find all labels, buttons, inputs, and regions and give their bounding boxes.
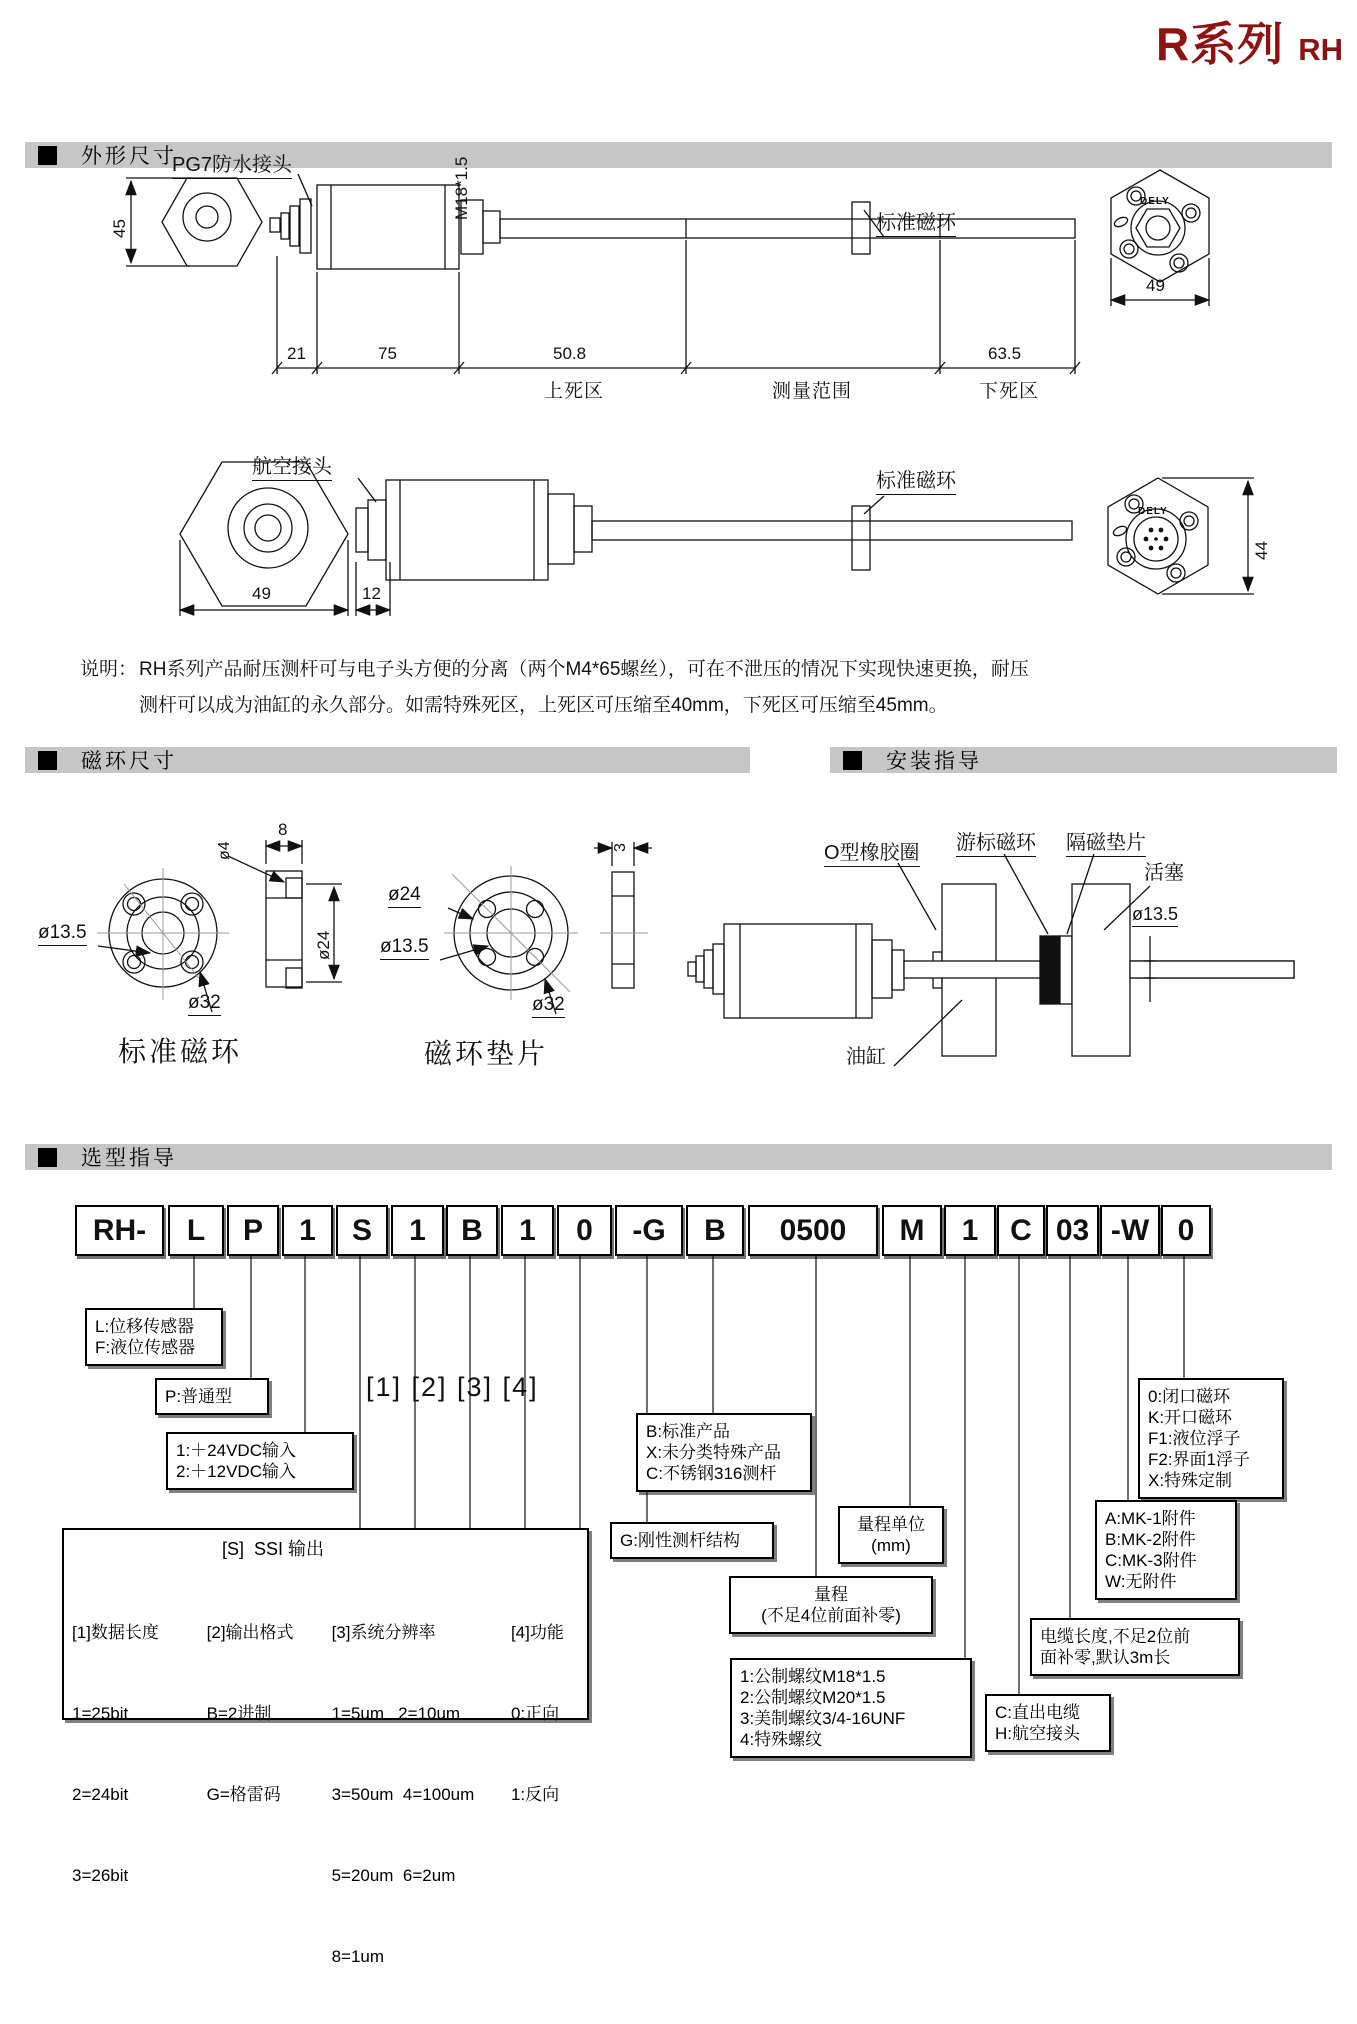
ssi-col-resolution: [3]系统分辨率 1=5um 2=10um 3=50um 4=100um 5=20um 6=2um 8=1um: [331, 1623, 475, 1966]
legend-ring-type-box: 0:闭口磁环 K:开口磁环 F1:液位浮子 F2:界面1浮子 X:特殊定制: [1138, 1378, 1284, 1499]
code-seg-data-length: 1: [391, 1205, 444, 1256]
code-seg-cable-outlet: C: [997, 1205, 1045, 1256]
code-seg-output: S: [336, 1205, 388, 1256]
code-seg-product-type: B: [686, 1205, 744, 1256]
dim-50-8: 50.8: [553, 344, 587, 363]
section-bullet-icon: [843, 751, 862, 770]
std-ring-outer-dia: ø32: [188, 992, 221, 1016]
code-seg-thread: 1: [944, 1205, 996, 1256]
std-ring-hole-dia: ø4: [216, 841, 233, 860]
oring-label: O型橡胶圈: [824, 836, 920, 867]
section-label: 外形尺寸: [81, 145, 177, 168]
brand-logo: DELY: [1138, 506, 1168, 517]
measure-range-label: 测量范围: [772, 381, 853, 402]
section-install-guide: [830, 747, 1337, 773]
section-label: 安装指导: [886, 750, 982, 773]
upper-dead-zone-label: 上死区: [544, 381, 605, 402]
code-seg-range: 0500: [748, 1205, 878, 1256]
legend-rigid-rod-box: G:刚性测杆结构: [610, 1522, 774, 1559]
page-title: [1156, 8, 1343, 74]
wafer-bore-dia: ø13.5: [380, 936, 429, 960]
wafer-hub-dia: ø24: [388, 884, 421, 908]
thread-spec-label: M18*1.5: [452, 156, 471, 220]
legend-power-box: 1:＋24VDC输入 2:＋12VDC输入: [166, 1432, 354, 1490]
legend-range-unit-box: 量程单位 (mm): [838, 1506, 944, 1564]
legend-thread-box: 1:公制螺纹M18*1.5 2:公制螺纹M20*1.5 3:美制螺纹3/4-16UNF 4:特殊螺纹: [730, 1658, 972, 1758]
note-line-1: RH系列产品耐压测杆可与电子头方便的分离（两个M4*65螺丝），可在不泄压的情况下实现快速更换，耐压: [139, 659, 1029, 680]
model-title: RH: [1298, 32, 1343, 67]
section-bullet-icon: [38, 751, 57, 770]
dim-44: 44: [1252, 541, 1271, 560]
legend-sensor-type-box: L:位移传感器 F:液位传感器: [85, 1308, 223, 1366]
standard-ring-label: 标准磁环: [876, 464, 956, 495]
section-ring-dimensions: [25, 747, 750, 773]
code-seg-output-format: B: [446, 1205, 498, 1256]
std-ring-width: 8: [278, 820, 288, 839]
ssi-col-output-format: [2]输出格式 B=2进制 G=格雷码: [206, 1623, 294, 1804]
lower-dead-zone-label: 下死区: [979, 381, 1040, 402]
ssi-col-function: [4]功能 0:正向 1:反向: [510, 1623, 564, 1804]
note-paragraph: [80, 652, 1029, 724]
code-seg-rod-structure: -G: [615, 1205, 683, 1256]
code-seg-prefix: RH-: [75, 1205, 164, 1256]
ssi-bracket-labels: [1] [2] [3] [4]: [366, 1372, 539, 1402]
rod-dia-label: ø13.5: [1132, 904, 1178, 927]
standard-ring-label: 标准磁环: [876, 206, 956, 237]
code-seg-attachment: -W: [1100, 1205, 1160, 1256]
code-seg-resolution: 1: [501, 1205, 554, 1256]
legend-cable-outlet-box: C:直出电缆 H:航空接头: [985, 1694, 1111, 1752]
aviation-plug-label: 航空接头: [252, 450, 332, 481]
code-seg-ring-type: 0: [1161, 1205, 1211, 1256]
legend-ssi-output-box: [62, 1528, 589, 1966]
drawing-installation: [688, 854, 1294, 1066]
ssi-title: [S] SSI 输出: [222, 1539, 325, 1559]
dim-21: 21: [287, 344, 306, 363]
wafer-caption: 磁环垫片: [424, 1038, 549, 1069]
cursor-ring-label: 游标磁环: [956, 826, 1036, 857]
legend-cable-length-box: 电缆长度,不足2位前 面补零,默认3m长: [1030, 1618, 1240, 1676]
code-seg-range-unit: M: [882, 1205, 942, 1256]
legend-model-class-box: P:普通型: [155, 1378, 269, 1415]
wafer-outer-dia: ø32: [532, 994, 565, 1018]
pg7-connector-label: PG7防水接头: [172, 148, 292, 179]
cylinder-label: 油缸: [846, 1046, 886, 1068]
section-bullet-icon: [38, 1148, 57, 1167]
note-line-2: 测杆可以成为油缸的永久部分。如需特殊死区，上死区可压缩至40mm，下死区可压缩至45mm。: [139, 695, 948, 716]
dim-45: 45: [110, 219, 129, 238]
code-seg-function: 0: [557, 1205, 612, 1256]
code-seg-model-class: P: [227, 1205, 279, 1256]
section-selection-guide: [25, 1144, 1332, 1170]
dim-49-flange: 49: [1146, 276, 1165, 295]
legend-product-type-box: B:标准产品 X:未分类特殊产品 C:不锈钢316测杆: [636, 1413, 812, 1492]
std-ring-bore-dia: ø13.5: [38, 922, 87, 946]
std-ring-hub-dia: ø24: [314, 930, 333, 960]
dim-49-flange2: 49: [252, 584, 271, 603]
drawing-ring-wafer: [440, 842, 652, 1014]
dim-12: 12: [362, 584, 381, 603]
code-seg-cable-length: 03: [1046, 1205, 1099, 1256]
dim-75: 75: [378, 344, 397, 363]
section-label: 磁环尺寸: [81, 750, 177, 773]
section-label: 选型指导: [81, 1147, 177, 1170]
wafer-thickness: 3: [612, 843, 629, 852]
note-prefix: 说明：: [80, 659, 138, 680]
drawing-aviation-version: [180, 462, 1254, 616]
dim-63-5: 63.5: [988, 344, 1022, 363]
legend-attachment-box: A:MK-1附件 B:MK-2附件 C:MK-3附件 W:无附件: [1095, 1500, 1237, 1600]
ssi-col-data-length: [1]数据长度 1=25bit 2=24bit 3=26bit: [72, 1623, 159, 1885]
code-seg-power: 1: [282, 1205, 333, 1256]
brand-logo: DELY: [1140, 196, 1170, 207]
section-bullet-icon: [38, 146, 57, 165]
code-seg-sensor-type: L: [168, 1205, 224, 1256]
spacer-label: 隔磁垫片: [1066, 826, 1146, 857]
std-ring-caption: 标准磁环: [118, 1036, 243, 1067]
series-title: R系列: [1155, 18, 1285, 70]
drawing-standard-ring: [97, 840, 342, 1012]
piston-label: 活塞: [1144, 862, 1184, 884]
legend-range-box: 量程 (不足4位前面补零): [729, 1576, 933, 1634]
